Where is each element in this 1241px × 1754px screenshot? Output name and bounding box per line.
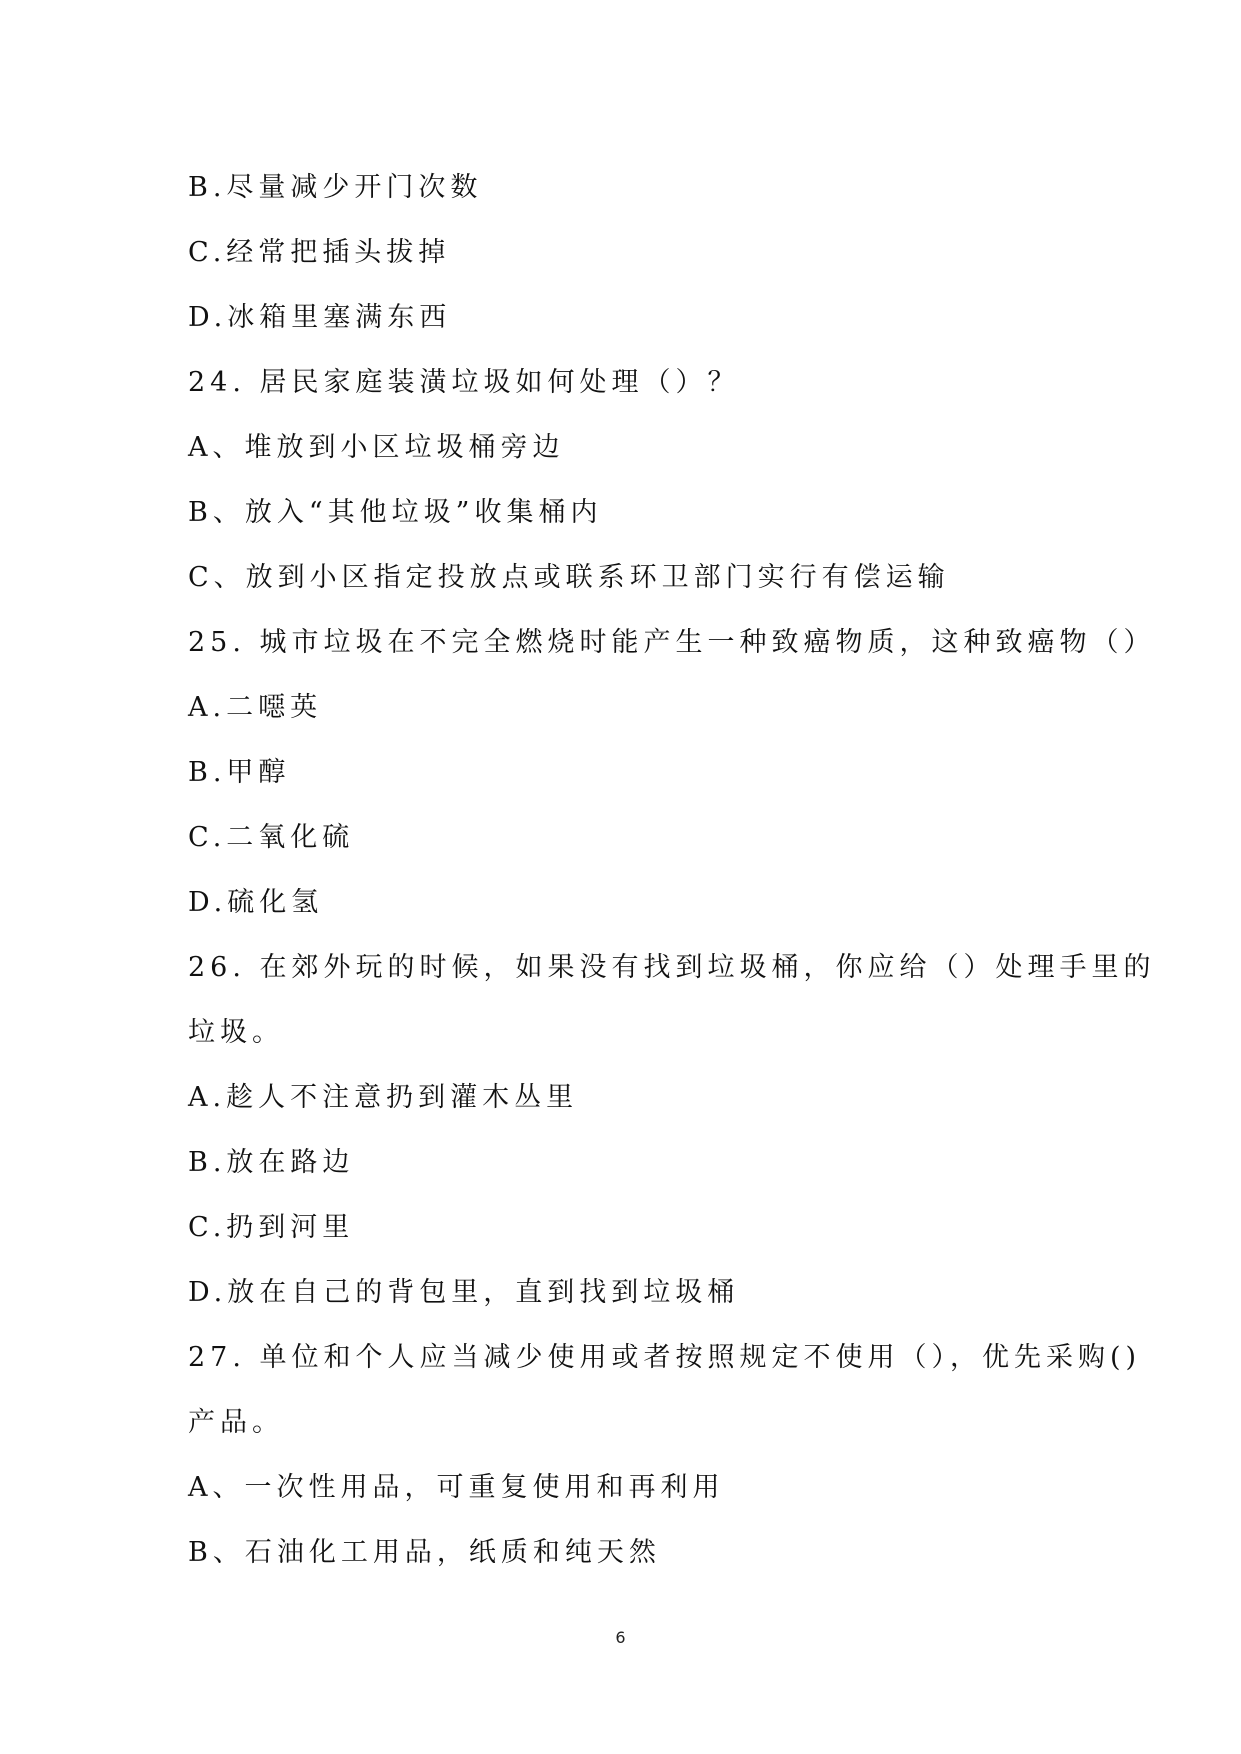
option-line: B.甲醇 [188, 757, 291, 788]
question-line: 25. 城市垃圾在不完全燃烧时能产生一种致癌物质，这种致癌物（） [188, 627, 1156, 658]
question-line: 27. 单位和个人应当减少使用或者按照规定不使用（），优先采购() [188, 1342, 1142, 1373]
option-line: B.放在路边 [188, 1147, 355, 1178]
option-line: B.尽量减少开门次数 [188, 172, 483, 203]
question-line-continuation: 垃圾。 [188, 1017, 284, 1048]
page-number: 6 [615, 1628, 626, 1647]
question-line-continuation: 产品。 [188, 1407, 284, 1438]
option-line: D.放在自己的背包里，直到找到垃圾桶 [188, 1277, 740, 1308]
option-line: B、石油化工用品，纸质和纯天然 [188, 1537, 661, 1568]
option-line: A、一次性用品，可重复使用和再利用 [188, 1472, 725, 1503]
question-text-block [188, 155, 1156, 1585]
question-line: 26. 在郊外玩的时候，如果没有找到垃圾桶，你应给（）处理手里的 [188, 952, 1156, 983]
option-line: A.二噁英 [188, 692, 323, 723]
option-line: D.冰箱里塞满东西 [188, 302, 452, 333]
option-line: B、放入“其他垃圾”收集桶内 [188, 497, 603, 528]
option-line: C、放到小区指定投放点或联系环卫部门实行有偿运输 [188, 562, 950, 593]
option-line: A、堆放到小区垃圾桶旁边 [188, 432, 565, 463]
option-line: C.二氧化硫 [188, 822, 355, 853]
option-line: C.经常把插头拔掉 [188, 237, 451, 268]
option-line: D.硫化氢 [188, 887, 324, 918]
question-line: 24. 居民家庭装潢垃圾如何处理（）？ [188, 367, 740, 398]
option-line: A.趁人不注意扔到灌木丛里 [188, 1082, 579, 1113]
option-line: C.扔到河里 [188, 1212, 355, 1243]
